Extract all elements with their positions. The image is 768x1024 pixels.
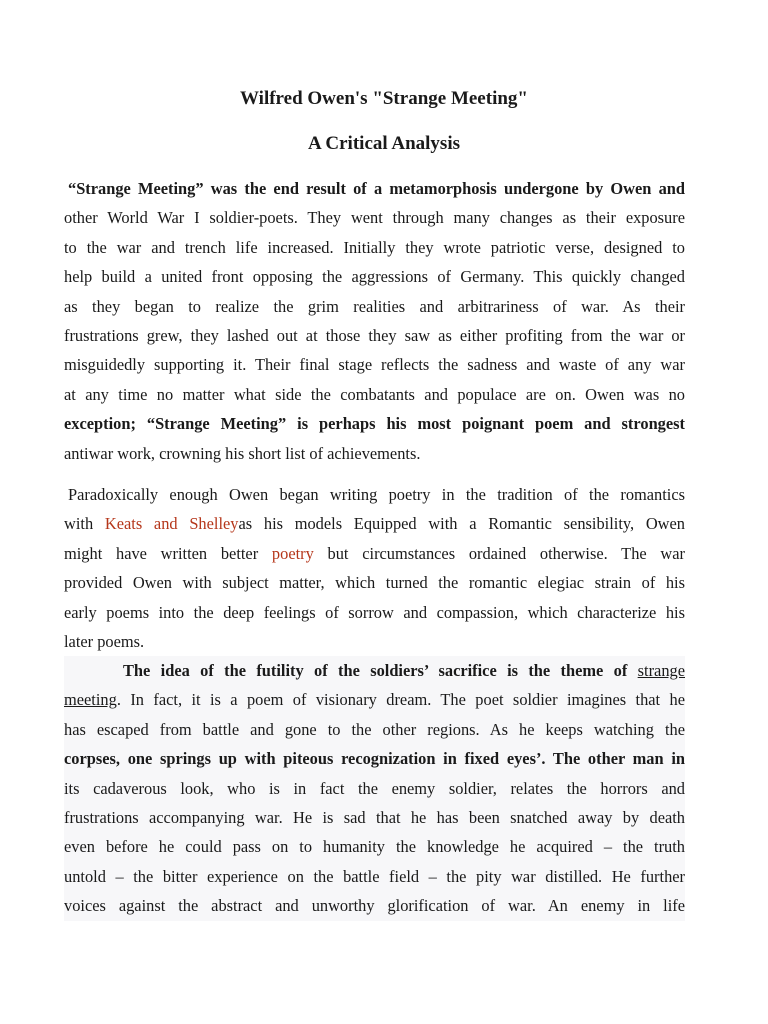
text-fragment: but circumstances ordained otherwise. The war — [313, 543, 685, 563]
text-fragment: The idea of the futility of the soldiers’ sacrifice is the theme of — [123, 661, 638, 680]
paragraph-line: its cadaverous look, who is in fact the enemy soldier, relates the horrors and — [64, 778, 685, 798]
paragraph-2 — [64, 480, 685, 656]
paragraph-line: early poems into the deep feelings of sorrow and compassion, which characterize his — [64, 602, 685, 622]
paragraph-line: has escaped from battle and gone to the other regions. As he keeps watching the — [64, 719, 685, 739]
paragraph-line: later poems. — [64, 631, 145, 651]
paragraph-line: “Strange Meeting” was the end result of a metamorphosis undergone by Owen and — [68, 179, 685, 198]
paragraph-3 — [64, 656, 685, 921]
document-title: Wilfred Owen's "Strange Meeting" — [240, 88, 528, 109]
text-fragment: might have written better — [64, 543, 272, 563]
paragraph-line — [64, 539, 685, 568]
paragraph-line — [64, 685, 685, 714]
strange-meeting-link-continued[interactable]: meeting — [64, 690, 117, 710]
paragraph-1 — [64, 174, 685, 468]
paragraph-line: other World War I soldier-poets. They went through many changes as their exposure — [64, 208, 685, 228]
paragraph-line: to the war and trench life increased. Initially they wrote patriotic verse, designed to — [64, 237, 685, 257]
text-fragment: with — [64, 514, 105, 534]
text-fragment: as his models Equipped with a Romantic sensibility, Owen — [238, 514, 685, 534]
paragraph-line: help build a united front opposing the aggressions of Germany. This quickly changed — [64, 267, 685, 287]
paragraph-line: antiwar work, crowning his short list of achievements. — [64, 443, 421, 463]
strange-meeting-link[interactable]: strange — [637, 661, 685, 680]
paragraph-line: exception; “Strange Meeting” is perhaps his most poignant poem and strongest — [64, 414, 685, 434]
keats-shelley-link[interactable]: Keats and Shelley — [104, 514, 239, 534]
paragraph-line: at any time no matter what side the combatants and populace are on. Owen was no — [64, 384, 685, 404]
paragraph-line: corpses, one springs up with piteous recognization in fixed eyes’. The other man in — [64, 749, 685, 769]
paragraph-line: provided Owen with subject matter, which turned the romantic elegiac strain of his — [64, 573, 685, 593]
paragraph-line: untold – the bitter experience on the battle field – the pity war distilled. He further — [64, 866, 685, 886]
paragraph-line: misguidedly supporting it. Their final stage reflects the sadness and waste of any war — [64, 355, 685, 375]
paragraph-line: voices against the abstract and unworthy glorification of war. An enemy in life — [64, 896, 685, 916]
paragraph-line: even before he could pass on to humanity the knowledge he acquired – the truth — [64, 837, 685, 857]
poetry-link[interactable]: poetry — [271, 543, 314, 563]
paragraph-line: as they began to realize the grim realities and arbitrariness of war. As their — [64, 296, 685, 316]
paragraph-line: frustrations accompanying war. He is sad that he has been snatched away by death — [64, 807, 685, 827]
paragraph-line: Paradoxically enough Owen began writing poetry in the tradition of the romantics — [68, 485, 685, 504]
paragraph-line — [64, 509, 685, 538]
paragraph-line — [64, 656, 685, 685]
text-fragment: . In fact, it is a poem of visionary dream. The poet soldier imagines that he — [116, 690, 685, 710]
document-subtitle: A Critical Analysis — [307, 133, 460, 154]
paragraph-line: frustrations grew, they lashed out at those they saw as either profiting from the war or — [64, 325, 685, 345]
